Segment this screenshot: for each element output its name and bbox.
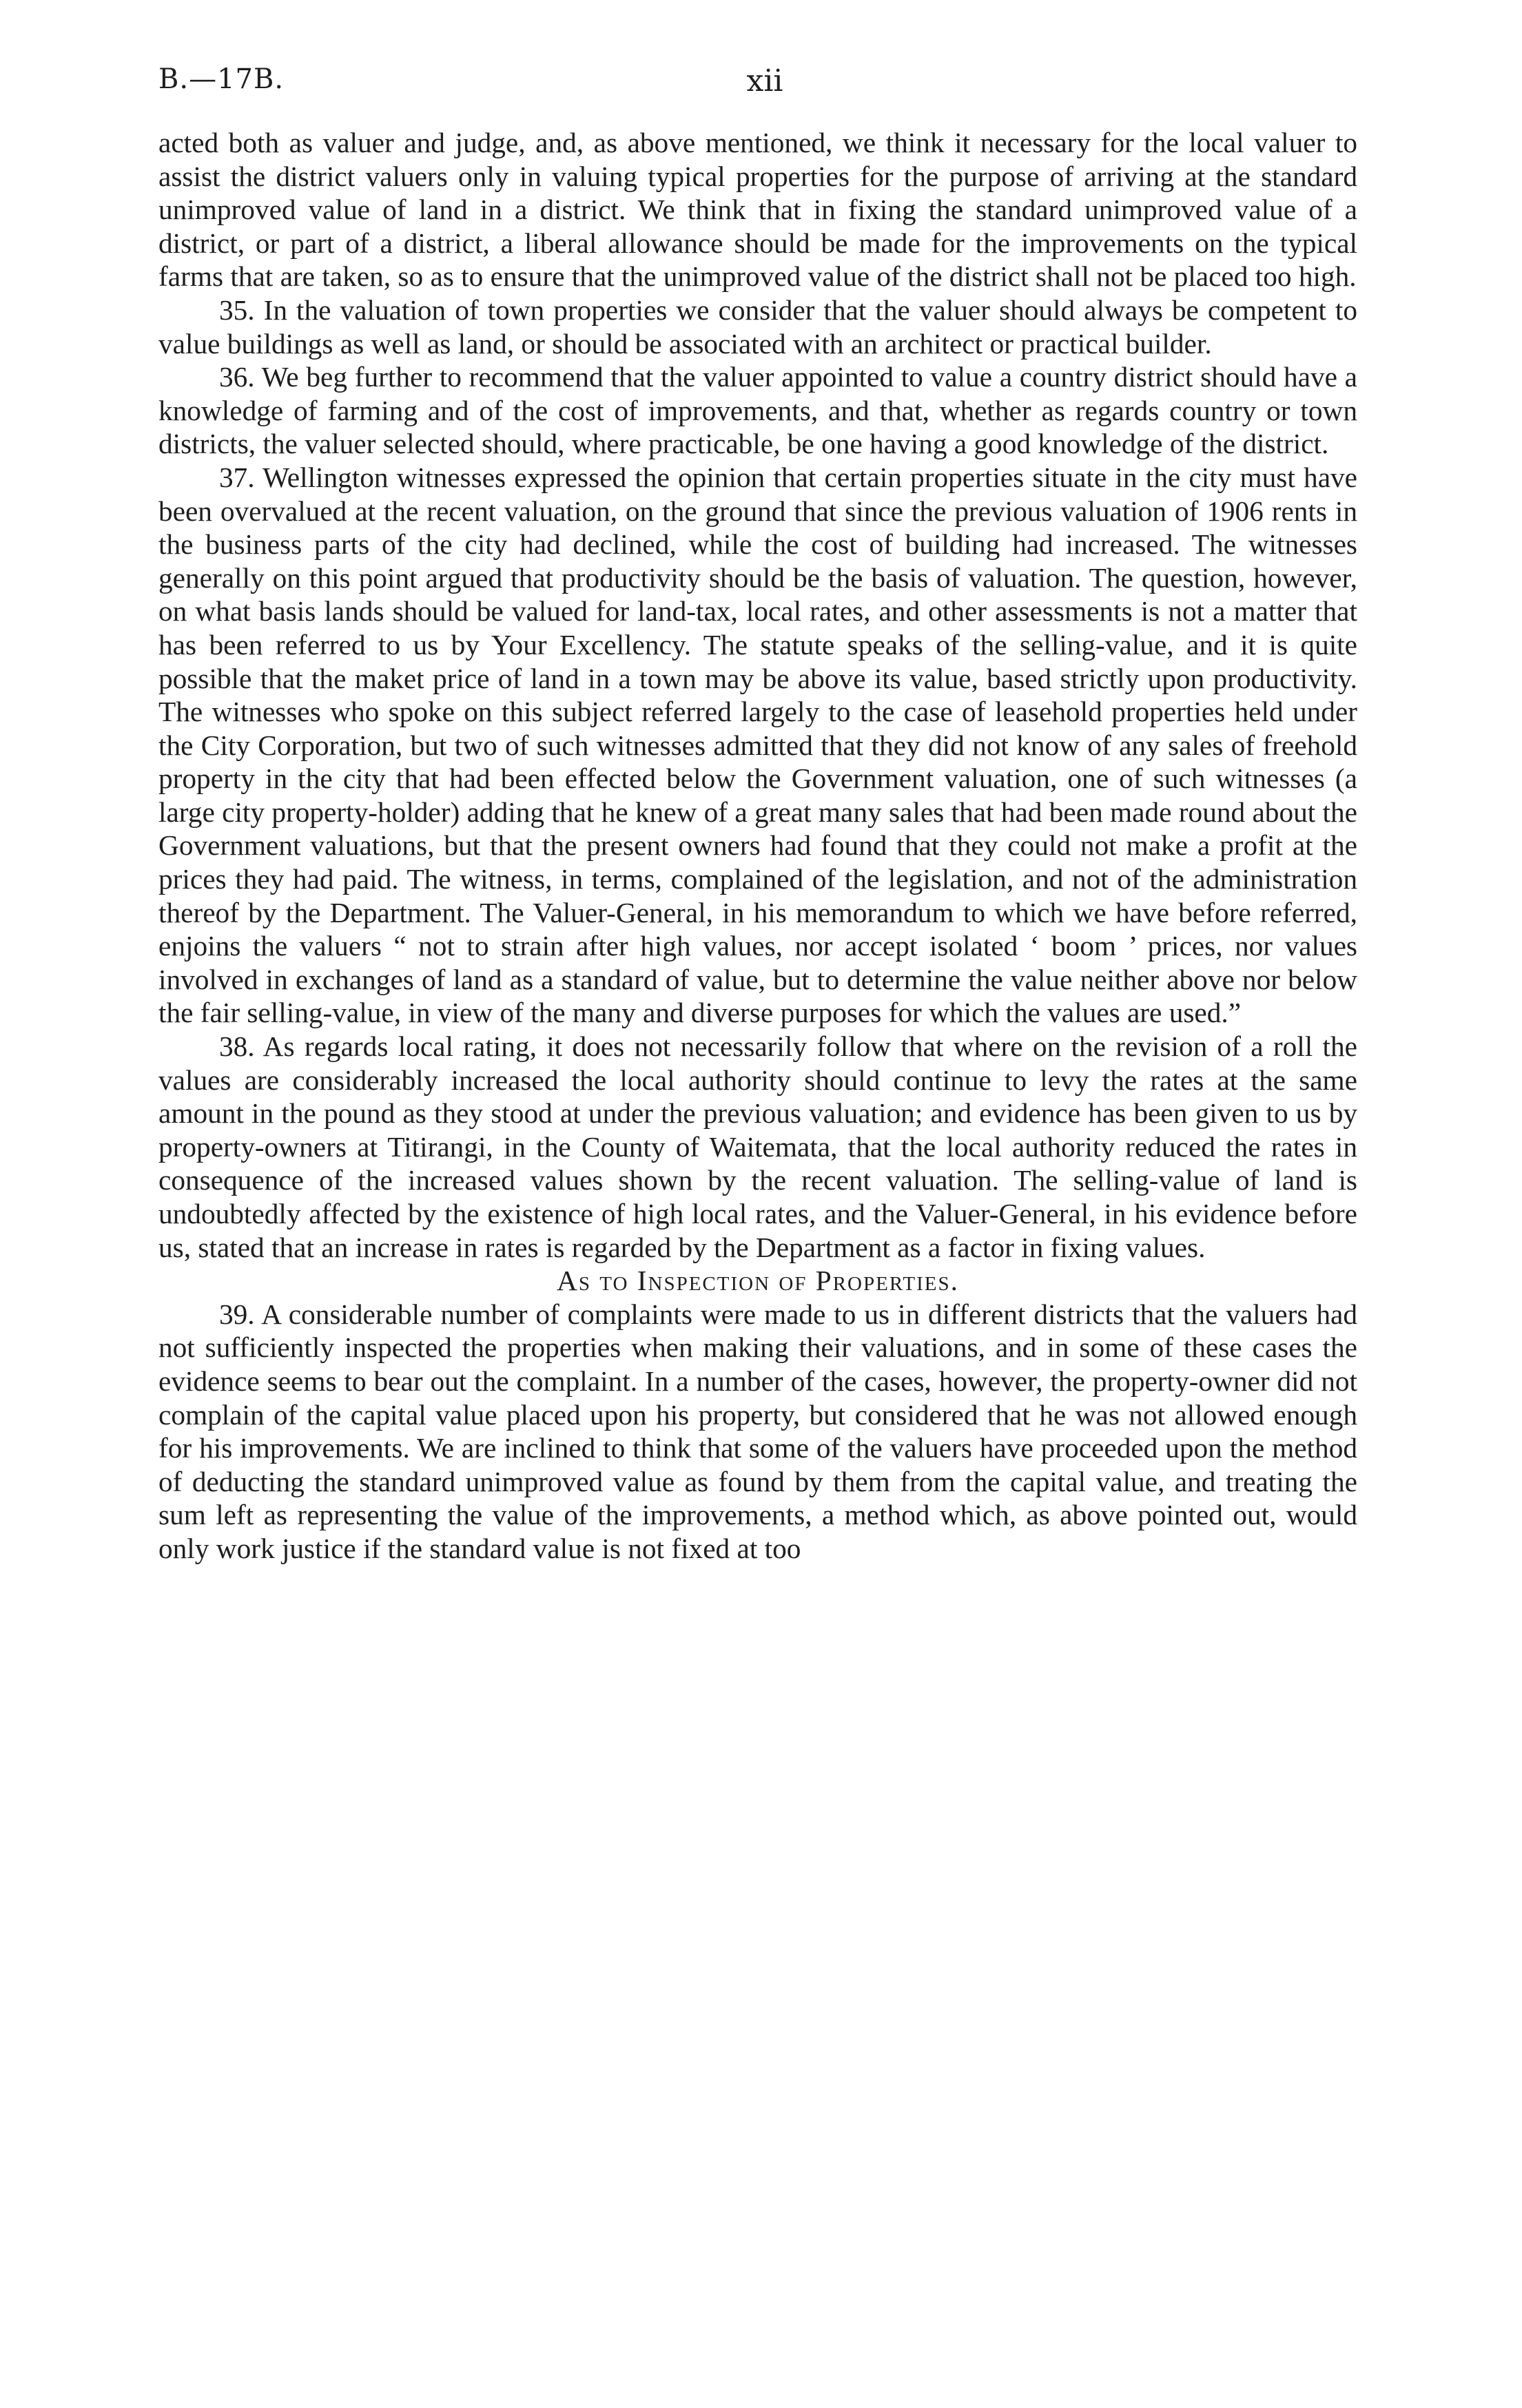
paragraph-text: A considerable number of complaints were made to us in different districts that the valuers had not sufficiently inspected the properties when making their valuations, and in some of these cases the evidence seems to bear out the complaint. In a number of the cases, however, the property-owner did not complain of the capital value placed upon his property, but considered that he was not allowed enough for his improvements. We are inclined to think that some of the valuers have proceeded upon the method of deducting the standard unimproved value as found by them from the capital value, and treating the sum left as representing the value of the improvements, a method which, as above pointed out, would only work justice if the standard value is not fixed at too: [158, 1298, 1357, 1564]
section-heading: As to Inspection of Properties.: [557, 1265, 959, 1297]
paragraph-number: 35.: [219, 293, 255, 326]
paragraph-number: 37.: [219, 461, 255, 493]
paragraph-number: 38.: [219, 1030, 255, 1063]
page-number: xii: [746, 63, 783, 98]
paragraph-text: We beg further to recommend that the valuer appointed to value a country district should have a knowledge of farming and of the cost of improvements, and that, whether as regards country or town districts, the valuer selected should, where practicable, be one having a good knowledge of the district.: [158, 361, 1358, 460]
paragraph-text: acted both as valuer and judge, and, as above mentioned, we think it necessary for the local valuer to assist the district valuers only in valuing typical properties for the purpose of arriving at the standard unimproved value of land in a district. We think that in fixing the standard unimproved value of a district, or part of a district, a liberal allowance should be made for the improvements on the typical farms that are taken, so as to ensure that the unimproved value of the district shall not be placed too high.: [158, 127, 1357, 293]
paragraph-38: [158, 1030, 1357, 1264]
paragraph-39: [158, 1298, 1357, 1566]
page-header: [158, 63, 1371, 118]
paragraph-text: As regards local rating, it does not necessarily follow that where on the revision of a roll the values are considerably increased the local authority should continue to levy the rates at the same amount in the pound as they stood at under the previous valuation; and evidence has been given to us by property-owners at Titirangi, in the County of Waitemata, that the local authority reduced the rates in consequence of the increased values shown by the recent valuation. The selling-value of land is undoubtedly affected by the existence of high local rates, and the Valuer-General, in his evidence before us, stated that an increase in rates is regarded by the Department as a factor in fixing values.: [158, 1030, 1357, 1263]
paragraph-text: Wellington witnesses expressed the opinion that certain properties situate in the city must have been overvalued at the recent valuation, on the ground that since the previous valuation of 1906 rents in the business parts of the city had declined, while the cost of building had increased. The witnesses generally on this point argued that productivity should be the basis of valuation. The question, however, on what basis lands should be valued for land-tax, local rates, and other assessments is not a matter that has been referred to us by Your Excellency. The statute speaks of the selling-value, and it is quite possible that the maket price of land in a town may be above its value, based strictly upon productivity. The witnesses who spoke on this subject referred largely to the case of leasehold properties held under the City Corporation, but two of such witnesses admitted that they did not know of any sales of freehold property in the city that had been effected below the Government valuation, one of such witnesses (a large city property-holder) adding that he knew of a great many sales that had been made round about the Government valuations, but that the present owners had found that they could not make a profit at the prices they had paid. The witness, in terms, complained of the legislation, and not of the administration thereof by the Department. The Valuer-General, in his memorandum to which we have before referred, enjoins the valuers “ not to strain after high values, nor accept isolated ‘ boom ’ prices, nor values involved in exchanges of land as a standard of value, but to determine the value neither above nor below the fair selling-value, in view of the many and diverse purposes for which the values are used.”: [158, 461, 1358, 1029]
document-reference: B.—17B.: [158, 63, 285, 95]
paragraph-36: [158, 360, 1357, 461]
paragraph-number: 36.: [219, 361, 255, 393]
paragraph-continued: [158, 126, 1357, 293]
paragraph-37: [158, 461, 1357, 1030]
paragraph-number: 39.: [219, 1298, 255, 1330]
paragraph-35: [158, 293, 1357, 360]
paragraph-text: In the valuation of town properties we consider that the valuer should always be competent to value buildings as well as land, or should be associated with an architect or practical builder.: [158, 293, 1357, 360]
report-body: [158, 126, 1357, 1566]
